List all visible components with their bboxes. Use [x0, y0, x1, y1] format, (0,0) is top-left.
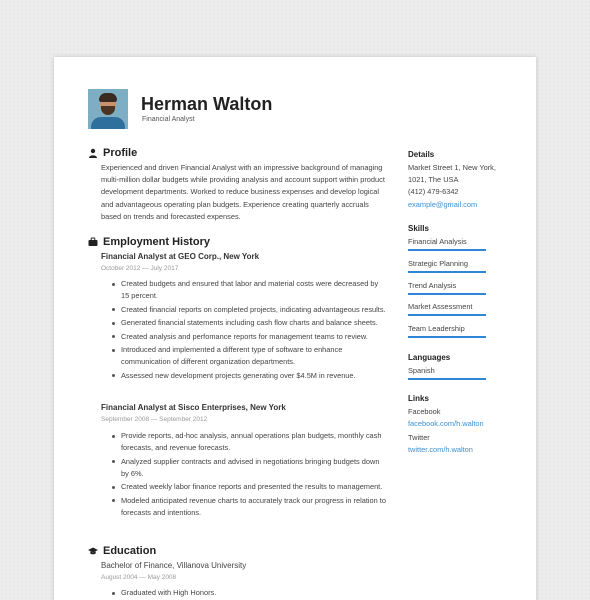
skill-item-bar-fill: [408, 249, 486, 251]
skill-item: [408, 259, 486, 273]
skill-item-bar: [408, 271, 486, 273]
skill-item: [408, 281, 486, 295]
job-dates: September 2008 — September 2012: [101, 416, 208, 423]
profile-heading: Profile: [103, 147, 138, 159]
list-item: Created weekly labor finance reports and presented the results to management.: [111, 481, 386, 493]
address-line-2: 1021, The USA: [408, 175, 459, 184]
profile-section-heading: [88, 147, 137, 159]
list-item: Provide reports, ad-hoc analysis, annual operations plan budgets, monthly cash forecasts, and revenue forecasts.: [111, 430, 386, 454]
person-icon: [88, 148, 98, 158]
education-dates: August 2004 — May 2008: [101, 574, 177, 581]
skill-item-bar: [408, 249, 486, 251]
skill-item: [408, 237, 486, 251]
person-name: Herman Walton: [141, 94, 273, 114]
employment-section-heading: [88, 236, 210, 248]
skill-item-bar-fill: [408, 271, 486, 273]
twitter-label: Twitter: [408, 433, 430, 442]
education-heading: Education: [103, 545, 157, 557]
education-section-heading: [88, 545, 156, 557]
skill-item-bar: [408, 336, 486, 338]
skill-item-bar: [408, 314, 486, 316]
skill-item: [408, 324, 486, 338]
skill-item-bar-fill: [408, 293, 486, 295]
person-title: Financial Analyst: [142, 116, 195, 123]
job-bullets: [111, 278, 386, 383]
address-line-1: Market Street 1, New York,: [408, 163, 496, 172]
languages-heading: Languages: [408, 353, 451, 362]
list-item: Introduced and implemented a different type of software to enhance communication of different organization departments.: [111, 344, 386, 368]
list-item: Created analysis and perfomance reports for management teams to review.: [111, 331, 386, 343]
job-title: Financial Analyst at Sisco Enterprises, New York: [101, 403, 286, 412]
facebook-label: Facebook: [408, 407, 441, 416]
profile-photo: [88, 89, 128, 129]
list-item: Analyzed supplier contracts and advised in negotiations bringing budgets down by 6%.: [111, 456, 386, 480]
profile-text: Experienced and driven Financial Analyst with an impressive background of managing multi-million dollar budgets while providing analysis and account support within product development departments. Worked to reduce business expenses and develop logical and advantageous operating plan budgets. Experience creating quarterly accruals based on trends and forecasted expenses.: [101, 163, 385, 221]
skill-item-label: Team Leadership: [408, 324, 465, 334]
facebook-link[interactable]: facebook.com/h.walton: [408, 419, 484, 428]
job-dates: October 2012 — July 2017: [101, 265, 179, 272]
skill-item-bar-fill: [408, 336, 486, 338]
links-heading: Links: [408, 394, 429, 403]
email-link[interactable]: example@gmail.com: [408, 200, 478, 209]
skill-item-label: Trend Analysis: [408, 280, 457, 290]
job-title: Financial Analyst at GEO Corp., New York: [101, 252, 260, 261]
skill-item-bar-fill: [408, 314, 486, 316]
employment-heading: Employment History: [103, 236, 210, 248]
degree: Bachelor of Finance, Villanova University: [101, 561, 247, 570]
graduation-cap-icon: [88, 546, 98, 556]
skill-item-bar: [408, 293, 486, 295]
job-bullets: [111, 430, 386, 520]
resume-page: [54, 57, 536, 600]
details-heading: Details: [408, 150, 435, 159]
twitter-link[interactable]: twitter.com/h.walton: [408, 445, 473, 454]
list-item: Modeled anticipated revenue charts to accurately track our progress in relation to forecasts and intentions.: [111, 495, 386, 519]
language-item-bar-fill: [408, 378, 486, 380]
list-item: Created financial reports on completed projects, indicating advantageous results.: [111, 304, 386, 316]
education-bullets: [111, 587, 386, 600]
skill-item-label: Market Assessment: [408, 302, 473, 312]
skill-item-label: Financial Analysis: [408, 237, 467, 246]
list-item: Generated financial statements including cash flow charts and balance sheets.: [111, 317, 386, 329]
language-item-label: Spanish: [408, 366, 435, 375]
list-item: Assessed new development projects generating over $4.5M in revenue.: [111, 370, 386, 382]
briefcase-icon: [88, 237, 98, 247]
skill-item-label: Strategic Planning: [408, 258, 468, 268]
skill-item: [408, 302, 486, 316]
list-item: Graduated with High Honors.: [111, 587, 386, 599]
language-item: [408, 366, 486, 380]
language-item-bar: [408, 378, 486, 380]
skills-heading: Skills: [408, 224, 429, 233]
list-item: Created budgets and ensured that labor and material costs were decreased by 15 percent.: [111, 278, 386, 302]
phone: (412) 479-6342: [408, 187, 459, 196]
